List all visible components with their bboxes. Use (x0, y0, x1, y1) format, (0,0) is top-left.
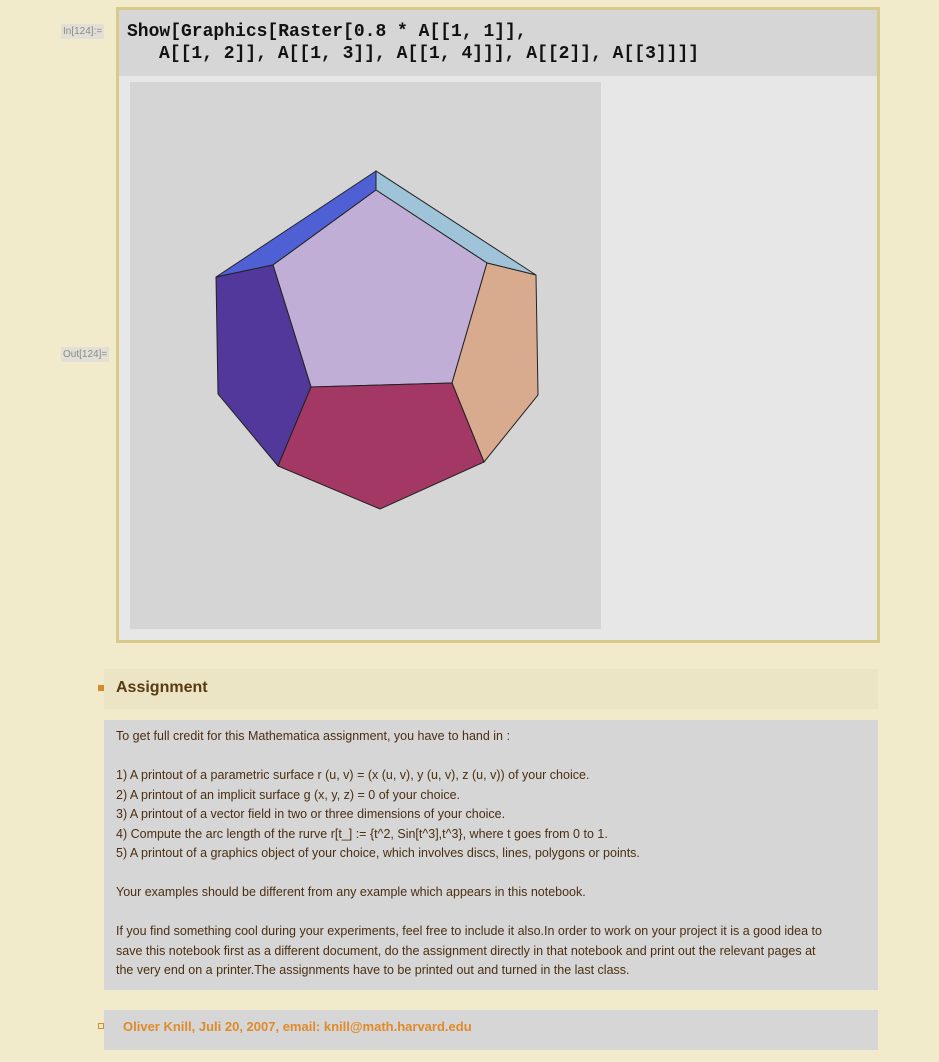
assignment-note: Your examples should be different from any example which appears in this notebook. (116, 885, 586, 899)
assignment-item: 1) A printout of a parametric surface r (u, v) = (x (u, v), y (u, v), z (u, v)) of your choice. (116, 768, 590, 782)
output-cell-label: Out[124]= (63, 349, 108, 360)
section-bullet-icon (98, 685, 104, 691)
assignment-intro: To get full credit for this Mathematica assignment, you have to hand in : (116, 729, 510, 743)
assignment-section-header[interactable] (104, 669, 878, 709)
assignment-title: Assignment (116, 679, 208, 696)
output-graphic[interactable] (130, 82, 601, 629)
code-line-2: A[[1, 2]], A[[1, 3]], A[[1, 4]]], A[[2]], A[[3]]]] (159, 44, 700, 64)
assignment-item: 5) A printout of a graphics object of your choice, which involves discs, lines, polygons or points. (116, 846, 640, 860)
assignment-closing-line: If you find something cool during your experiments, feel free to include it also.In order to work on your project it is a good idea to (116, 924, 822, 938)
notebook-cell[interactable] (116, 7, 880, 643)
assignment-item: 3) A printout of a vector field in two or three dimensions of your choice. (116, 807, 506, 821)
input-code-area[interactable] (119, 10, 877, 76)
author-footer: Oliver Knill, Juli 20, 2007, email: knill@math.harvard.edu (123, 1019, 472, 1034)
footer-bullet-icon (98, 1023, 104, 1029)
input-cell-label: In[124]:= (63, 26, 103, 37)
assignment-item: 4) Compute the arc length of the rurve r[t_] := {t^2, Sin[t^3],t^3}, where t goes from 0 to 1. (116, 827, 608, 841)
assignment-item: 2) A printout of an implicit surface g (x, y, z) = 0 of your choice. (116, 788, 461, 802)
assignment-closing-line: the very end on a printer.The assignments have to be printed out and turned in the last class. (116, 963, 630, 977)
face-bottom (278, 383, 484, 509)
assignment-text-cell[interactable] (104, 720, 878, 990)
footer-cell[interactable] (104, 1010, 878, 1050)
dodecahedron-graphic-icon (130, 82, 601, 629)
code-line-1: Show[Graphics[Raster[0.8 * A[[1, 1]], (127, 22, 527, 42)
assignment-closing-line: save this notebook first as a different document, do the assignment directly in that notebook and print out the relevant pages at (116, 944, 816, 958)
